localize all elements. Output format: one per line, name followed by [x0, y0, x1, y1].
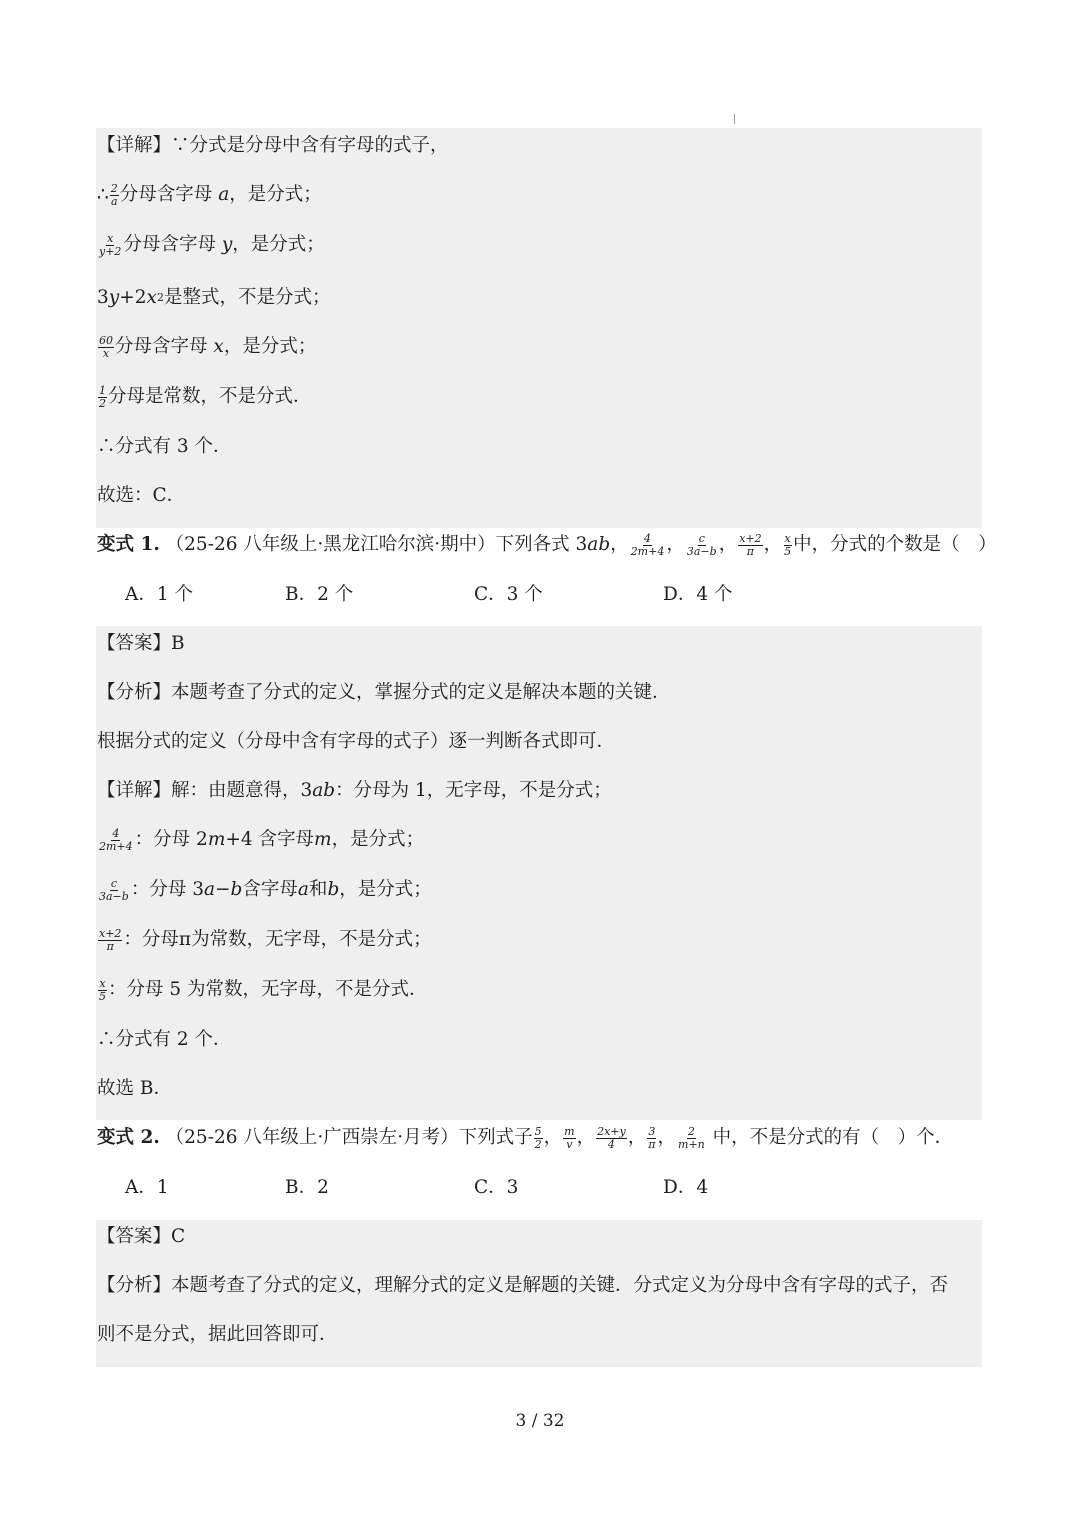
detail-text: 【详解】解：由题意得，3	[97, 780, 313, 801]
detail-line-3	[97, 230, 325, 260]
math-ab: ab	[587, 534, 611, 555]
math-plus-2: +2	[119, 287, 147, 308]
fraction-60-over-x: $\frac{60}{x}$	[99, 333, 113, 360]
text: ，是分式；	[223, 336, 317, 357]
fraction-5-over-2: $\frac{5}{2}$	[534, 1124, 542, 1151]
fraction-4-over-2m-plus-4: $\frac{4}{2m+4}$	[630, 531, 665, 558]
choice-line	[97, 481, 185, 511]
question-tail: 中，不是分式的有（ ）个．	[712, 1127, 954, 1148]
fraction-x-over-5: $\frac{x}{5}$	[784, 531, 792, 558]
math-m: m	[207, 829, 226, 850]
question-tail: 中，分式的个数是（ ）	[793, 534, 997, 555]
variable-a: a	[218, 184, 230, 205]
page-corner-mark	[734, 114, 735, 124]
sep: ，	[627, 1127, 647, 1148]
text: ，是分式；	[331, 829, 425, 850]
detail-line-2	[97, 180, 322, 210]
detail-item-1	[97, 825, 424, 855]
analysis-line-2	[97, 1320, 338, 1350]
detail-line-4: 3 y +2 x 2 是整式，不是分式；	[97, 283, 330, 313]
conclusion-line	[97, 1025, 232, 1055]
option-a: A．1 个	[125, 584, 194, 605]
sep: ，	[657, 1127, 677, 1148]
math-y: y	[108, 287, 120, 308]
choice-text: 故选：C．	[97, 485, 186, 506]
detail-item-2	[97, 875, 432, 905]
fraction-3-over-pi: $\frac{3}{\pi}$	[648, 1124, 656, 1151]
math-x: x	[146, 287, 157, 308]
detail-line	[97, 776, 612, 806]
detail-line	[97, 131, 449, 161]
math-b: b	[327, 879, 340, 900]
math-b: b	[230, 879, 243, 900]
fraction-2x-plus-y-over-4: $\frac{2x+y}{4}$	[597, 1124, 626, 1151]
text: 是整式，不是分式；	[163, 287, 331, 308]
text: 含字母	[242, 879, 298, 900]
text: ，是分式；	[229, 184, 322, 205]
question-source: （25-26 八年级上·广西崇左·月考）下列式子	[165, 1127, 533, 1148]
detail-item-4	[97, 975, 428, 1005]
text: ，是分式；	[339, 879, 432, 900]
fraction-x-plus-2-over-pi: $\frac{x+2}{\pi}$	[99, 926, 122, 953]
option-b: B．2 个	[285, 584, 354, 605]
math-3: 3	[97, 287, 109, 308]
question-label: 变式 2.	[97, 1127, 160, 1148]
fraction-4-over-2m-plus-4: $\frac{4}{2m+4}$	[99, 826, 133, 853]
conclusion-line	[97, 432, 232, 462]
detail-text: ：分母为 1，无字母，不是分式；	[335, 780, 612, 801]
option-a: A．1	[125, 1177, 169, 1198]
text: 分母含字母	[115, 336, 208, 357]
option-b: B．2	[285, 1177, 329, 1198]
fraction-x-plus-2-over-pi: $\frac{x+2}{\pi}$	[739, 531, 762, 558]
fraction-1-over-2: $\frac{1}{2}$	[99, 383, 106, 410]
text: +4 含字母	[225, 829, 315, 850]
answer-line	[97, 1222, 185, 1252]
conclusion-text: ∴分式有 2 个．	[97, 1029, 232, 1050]
variable-x: x	[213, 336, 224, 357]
text: ：分母 3	[130, 879, 204, 900]
fraction-2-over-m-plus-n: $\frac{2}{m+n}$	[678, 1124, 705, 1151]
therefore-symbol: ∴	[97, 184, 109, 205]
choice-line	[97, 1074, 172, 1104]
fraction-c-over-3a-minus-b: $\frac{c}{3a-b}$	[99, 876, 129, 903]
sep: ，	[666, 534, 685, 555]
fraction-2-over-a: $\frac{2}{a}$	[110, 181, 118, 208]
math-ab: ab	[312, 780, 336, 801]
math-a: a	[297, 879, 309, 900]
answer-text: 【答案】C	[97, 1226, 186, 1247]
answer-line	[97, 629, 185, 659]
fraction-m-over-v: $\frac{m}{v}$	[564, 1124, 575, 1151]
option-d: D．4 个	[663, 584, 733, 605]
analysis-text: 则不是分式，据此回答即可．	[97, 1324, 338, 1345]
text: ：分母 2	[134, 829, 208, 850]
sep: ，	[576, 1127, 596, 1148]
sep: ，	[763, 534, 783, 555]
variable-y: y	[221, 234, 233, 255]
detail-line-6	[97, 382, 312, 412]
sep: ，	[610, 534, 629, 555]
math-minus: −	[215, 879, 231, 900]
conclusion-text: ∴分式有 3 个．	[97, 436, 232, 457]
basis-text: 根据分式的定义（分母中含有字母的式子）逐一判断各式即可．	[97, 731, 616, 752]
analysis-line-1	[97, 1271, 948, 1301]
text: ，是分式；	[232, 234, 325, 255]
analysis-line	[97, 678, 671, 708]
option-d: D．4	[663, 1177, 709, 1198]
question-label: 变式 1.	[97, 534, 160, 555]
text: 分母是常数，不是分式．	[108, 386, 312, 407]
basis-line	[97, 727, 615, 757]
question-source: （25-26 八年级上·黑龙江哈尔滨·期中）下列各式 3	[165, 534, 588, 555]
sep: ，	[543, 1127, 563, 1148]
text: 和	[308, 879, 328, 900]
detail-line-5	[97, 332, 316, 362]
text: ：分母π为常数，无字母，不是分式；	[123, 929, 432, 950]
option-c: C．3 个	[474, 584, 543, 605]
math-a: a	[203, 879, 216, 900]
text: 分母含字母	[123, 234, 216, 255]
detail-item-3	[97, 925, 432, 955]
math-m: m	[314, 829, 332, 850]
question-variant-1	[97, 530, 997, 560]
analysis-text: 【分析】本题考查了分式的定义，理解分式的定义是解题的关键．分式定义为分母中含有字母的式子，否	[97, 1275, 949, 1296]
text: ：分母 5 为常数，无字母，不是分式．	[108, 979, 428, 1000]
fraction-c-over-3a-minus-b: $\frac{c}{3a-b}$	[686, 531, 717, 558]
sep: ，	[718, 534, 738, 555]
fraction-x-over-y-plus-2: $\frac{x}{y+2}$	[99, 231, 122, 258]
fraction-x-over-5: $\frac{x}{5}$	[99, 976, 106, 1003]
choice-text: 故选 B．	[97, 1078, 172, 1099]
answer-text: 【答案】B	[97, 633, 185, 654]
text: 分母含字母	[119, 184, 213, 205]
question-variant-2	[97, 1123, 953, 1153]
analysis-text: 【分析】本题考查了分式的定义，掌握分式的定义是解决本题的关键．	[97, 682, 671, 703]
option-c: C．3	[474, 1177, 519, 1198]
detail-text: 【详解】∵分式是分母中含有字母的式子，	[97, 135, 449, 156]
page-number: 3 / 32	[515, 1411, 565, 1431]
